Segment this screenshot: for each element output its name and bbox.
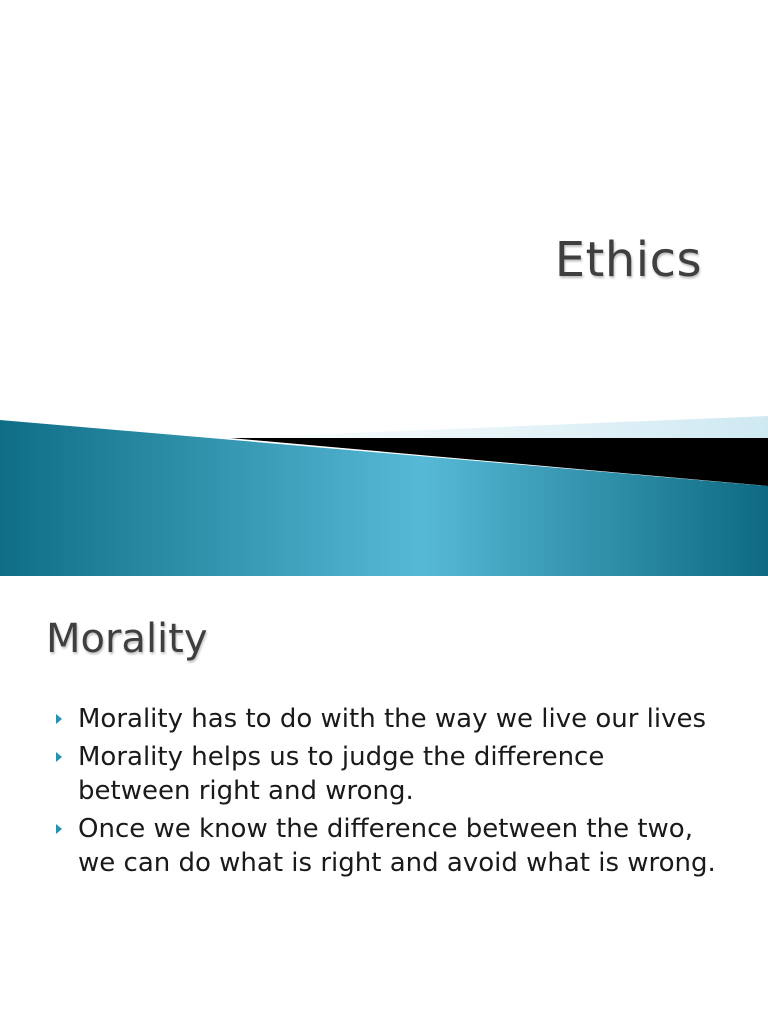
bullet-text: Once we know the difference between the two, we can do what is right and avoid what is wrong. xyxy=(78,814,716,878)
triangle-right-icon xyxy=(56,824,62,834)
triangle-right-icon xyxy=(56,752,62,762)
bullet-text: Morality helps us to judge the difference between right and wrong. xyxy=(78,742,605,806)
bullet-item xyxy=(56,812,716,880)
banner-pale-strip xyxy=(230,416,768,440)
content-slide xyxy=(0,576,768,1024)
slide-title: Morality xyxy=(46,616,208,662)
bullet-text: Morality has to do with the way we live our lives xyxy=(78,704,707,734)
bullet-item xyxy=(56,702,716,736)
decorative-banner xyxy=(0,410,768,576)
title-slide-heading: Ethics xyxy=(554,232,702,288)
bullet-list xyxy=(56,702,716,884)
bullet-item xyxy=(56,740,716,808)
triangle-right-icon xyxy=(56,714,62,724)
